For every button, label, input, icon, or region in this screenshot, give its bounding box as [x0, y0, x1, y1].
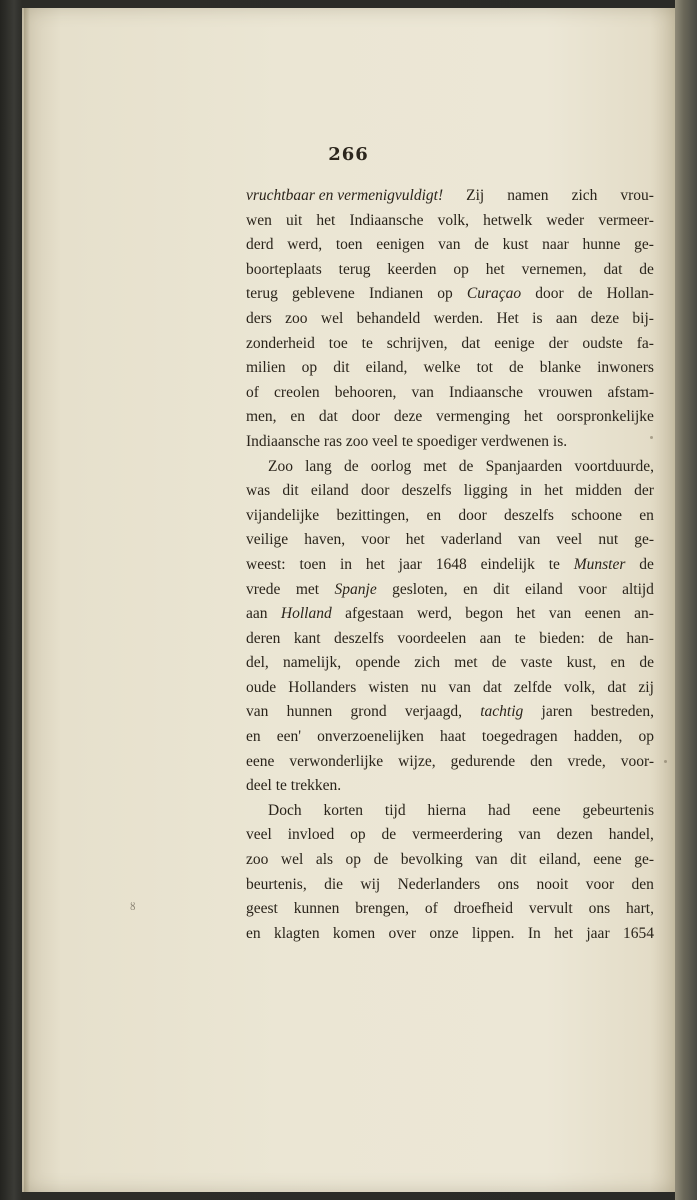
word: opende	[355, 654, 401, 672]
word: Nederlanders	[397, 875, 481, 893]
word: de	[381, 826, 397, 844]
word: nu	[420, 678, 437, 696]
word: verwonderlijke	[289, 752, 384, 770]
text-line	[246, 233, 654, 258]
word: eindelijk	[480, 555, 535, 573]
page-gutter-shadow	[24, 8, 30, 1192]
word: trekken.	[290, 777, 342, 795]
text-line	[246, 258, 654, 283]
word: Zoo	[268, 457, 293, 475]
word: terug	[338, 260, 371, 278]
word: deszelfs	[333, 629, 384, 647]
word: droefheid	[453, 900, 513, 918]
word: toen	[299, 555, 327, 573]
word: verjaagd,	[404, 703, 463, 721]
word: van	[246, 703, 269, 721]
word: korten	[323, 801, 364, 819]
text-line	[246, 504, 654, 529]
word: oorlog	[370, 457, 412, 475]
word: werd,	[416, 605, 452, 623]
word: Indiaansche	[349, 211, 424, 229]
word: het	[485, 260, 505, 278]
word: de	[343, 457, 359, 475]
word: namen	[507, 187, 549, 204]
word: an-	[634, 605, 654, 623]
word: deszelfs	[401, 482, 452, 500]
word: door	[458, 506, 487, 524]
word: tijd	[384, 801, 406, 819]
text-line	[246, 774, 654, 799]
page-edge-shadow	[675, 0, 697, 1200]
word: aan	[555, 309, 578, 327]
word: van	[548, 605, 572, 623]
word: geest	[246, 900, 278, 918]
word: eiland	[310, 482, 349, 500]
word: van	[518, 826, 541, 844]
word: de	[598, 629, 613, 647]
word: uit	[285, 211, 303, 229]
word: Het	[496, 309, 519, 327]
word: is.	[552, 432, 568, 450]
word: deren	[246, 629, 281, 647]
word: oudste	[582, 334, 623, 352]
word: te	[514, 629, 526, 647]
text-line	[246, 209, 654, 234]
word: dat	[461, 334, 481, 352]
word: toegedragen	[481, 728, 558, 746]
word: hetwelk	[483, 211, 533, 229]
word: zoo	[285, 309, 308, 327]
word: boorteplaats	[246, 260, 322, 278]
word: en	[290, 408, 306, 426]
word: milien	[246, 359, 286, 377]
word: te	[548, 555, 560, 573]
word: vaderland	[440, 531, 502, 549]
text-line	[246, 381, 654, 406]
word: afstam-	[607, 383, 654, 401]
word: en	[639, 506, 654, 524]
word: tot	[476, 359, 493, 377]
word: nut	[598, 531, 619, 549]
word: eene	[593, 851, 622, 869]
word: Doch	[268, 801, 302, 819]
word: schoone	[571, 506, 623, 524]
word: zonderheid	[246, 334, 315, 352]
text-line	[246, 479, 654, 504]
word: te	[275, 777, 287, 795]
word: Indiaansche	[246, 432, 321, 450]
word: deze	[590, 309, 620, 327]
word: van	[448, 678, 471, 696]
word: volk,	[437, 211, 470, 229]
word: Spanjaarden	[485, 457, 563, 475]
word: te	[401, 432, 414, 450]
word: en	[426, 506, 442, 524]
text-line	[246, 578, 654, 603]
word: klagten	[273, 924, 320, 942]
word: Hollanders	[288, 678, 357, 696]
word: met	[423, 457, 447, 475]
word: een'	[276, 728, 302, 746]
word: wijze,	[398, 752, 436, 770]
word: weest:	[246, 555, 286, 573]
word: de	[509, 359, 524, 377]
page-number: 266	[328, 144, 369, 165]
word: ders	[246, 309, 272, 327]
text-line	[246, 848, 654, 873]
word: jaar	[398, 555, 422, 573]
margin-mark: ȣ	[130, 902, 136, 913]
text-line	[246, 282, 654, 307]
word: toe	[328, 334, 348, 352]
word: handel,	[608, 826, 654, 844]
word: Indiaansche	[448, 383, 523, 401]
word: de	[577, 285, 593, 303]
word: beurtenis,	[246, 875, 307, 893]
word: het	[516, 605, 536, 623]
word: het	[365, 555, 385, 573]
word: het	[523, 408, 543, 426]
word: op	[437, 285, 453, 303]
word: vrou-	[620, 187, 654, 204]
word: bieden:	[539, 629, 585, 647]
word: en	[610, 654, 626, 672]
word: eene	[532, 801, 561, 819]
word: der	[634, 482, 654, 500]
text-line	[246, 307, 654, 332]
word: Hollan-	[606, 285, 654, 303]
word: eenigen	[376, 236, 425, 254]
word: lang	[305, 457, 332, 475]
word: keerden	[387, 260, 437, 278]
word: vrede,	[567, 752, 606, 770]
word: han-	[626, 629, 654, 647]
word: kust,	[566, 654, 597, 672]
word: vaste	[520, 654, 553, 672]
word: zich	[571, 187, 598, 204]
word: door	[361, 482, 390, 500]
word: de	[474, 236, 489, 254]
word: hunne	[582, 236, 621, 254]
word: het	[544, 482, 564, 500]
word: bevolking	[400, 851, 463, 869]
word: jaar	[586, 924, 610, 942]
word: hart,	[625, 900, 654, 918]
word: veel	[556, 531, 583, 549]
word: door	[351, 408, 380, 426]
word: Spanje	[334, 580, 377, 598]
word: lippen.	[471, 924, 515, 942]
word: eene	[246, 752, 275, 770]
word: gedurende	[450, 752, 516, 770]
word: voor-	[620, 752, 654, 770]
word: behandeld	[356, 309, 421, 327]
word: met	[295, 580, 320, 598]
word: gesloten,	[392, 580, 448, 598]
word: Indianen	[368, 285, 424, 303]
text-line	[246, 651, 654, 676]
word: van	[411, 383, 434, 401]
word: het	[554, 924, 574, 942]
word: eiland	[524, 580, 563, 598]
word: wij	[360, 875, 381, 893]
word: komen	[332, 924, 376, 942]
word: veel	[372, 432, 398, 450]
text-line	[246, 922, 654, 947]
word: den	[631, 875, 654, 893]
word: voor	[361, 531, 390, 549]
word: behooren,	[334, 383, 397, 401]
word: of	[424, 900, 438, 918]
text-line	[246, 356, 654, 381]
word: afgestaan	[345, 605, 404, 623]
word: ons	[588, 900, 611, 918]
word: invloed	[287, 826, 335, 844]
word: ge-	[634, 236, 654, 254]
word: eiland,	[365, 359, 408, 377]
word: aan	[479, 629, 502, 647]
word: spoediger	[416, 432, 478, 450]
word: In	[527, 924, 541, 942]
text-line	[246, 405, 654, 430]
word: zich	[414, 654, 441, 672]
word: vijandelijke	[246, 506, 320, 524]
word: of	[246, 383, 259, 401]
word: verdwenen	[481, 432, 550, 450]
word: den	[530, 752, 553, 770]
word: werden.	[433, 309, 484, 327]
word: ligging	[463, 482, 508, 500]
text-line	[246, 676, 654, 701]
word: vermeerdering	[412, 826, 503, 844]
word: deze	[393, 408, 423, 426]
word: vermeer-	[598, 211, 654, 229]
word: op	[453, 260, 469, 278]
word: dezen	[556, 826, 593, 844]
word: en	[246, 924, 261, 942]
text-line	[246, 553, 654, 578]
word: hadden,	[573, 728, 623, 746]
word: zelfde	[513, 678, 552, 696]
word: in	[339, 555, 353, 573]
word: brengen,	[355, 900, 409, 918]
word: haven,	[304, 531, 346, 549]
word: als	[315, 851, 334, 869]
word: oude	[246, 678, 277, 696]
word: blanke	[539, 359, 582, 377]
word: kunnen	[293, 900, 340, 918]
word: onze	[429, 924, 459, 942]
word: de	[373, 851, 389, 869]
word: de	[458, 457, 474, 475]
word: wen	[246, 211, 272, 229]
word: bezittingen,	[336, 506, 410, 524]
text-line	[246, 184, 654, 209]
text-line	[246, 602, 654, 627]
word: terug	[246, 285, 278, 303]
word: derd	[246, 236, 274, 254]
word: Curaçao	[466, 285, 522, 303]
word: zoo	[246, 851, 269, 869]
word: tachtig	[480, 703, 524, 721]
text-line	[246, 627, 654, 652]
word: de	[639, 260, 654, 278]
word: het	[405, 531, 425, 549]
word: voor	[585, 875, 615, 893]
word: haat	[439, 728, 466, 746]
word: bestreden,	[590, 703, 654, 721]
word: voortduurde,	[574, 457, 654, 475]
word: dat	[318, 408, 338, 426]
text-line	[246, 332, 654, 357]
text-line	[246, 430, 654, 455]
word: de	[639, 555, 654, 573]
word: men,	[246, 408, 277, 426]
word: der	[548, 334, 569, 352]
word: dat	[482, 678, 502, 696]
word: dit	[493, 580, 510, 598]
word: onverzoenelijken	[317, 728, 424, 746]
word: van	[475, 851, 498, 869]
word: eenige	[494, 334, 535, 352]
word: van	[517, 531, 541, 549]
text-line	[246, 750, 654, 775]
word: Munster	[573, 555, 626, 573]
word: dit	[333, 359, 350, 377]
word: bij-	[632, 309, 654, 327]
word: was	[246, 482, 271, 500]
word: naar	[542, 236, 569, 254]
word: wel	[320, 309, 344, 327]
word: altijd	[622, 580, 654, 598]
word: kant	[293, 629, 321, 647]
word: weder	[546, 211, 585, 229]
word: veel	[246, 826, 272, 844]
word: zij	[638, 678, 654, 696]
word: midden	[575, 482, 622, 500]
word: met	[454, 654, 478, 672]
word: het	[316, 211, 336, 229]
word: grond	[350, 703, 387, 721]
word: geblevene	[291, 285, 355, 303]
word: over	[388, 924, 416, 942]
word: door	[535, 285, 564, 303]
word: vernemen,	[521, 260, 587, 278]
page-body-text	[246, 184, 654, 946]
word: voordeelen	[397, 629, 467, 647]
word: vruchtbaar en vermenigvuldigt!	[246, 187, 444, 204]
word: de	[491, 654, 507, 672]
word: vervult	[528, 900, 573, 918]
word: had	[488, 801, 511, 819]
word: vrede	[246, 580, 281, 598]
word: op	[350, 826, 366, 844]
word: in	[519, 482, 532, 500]
word: eenen	[584, 605, 621, 623]
word: van	[438, 236, 461, 254]
word: jaren	[541, 703, 573, 721]
word: welke	[423, 359, 461, 377]
word: 1654	[622, 924, 654, 942]
word: 1648	[435, 555, 467, 573]
word: wel	[280, 851, 304, 869]
text-line	[246, 799, 654, 824]
word: wisten	[368, 678, 409, 696]
word: inwoners	[597, 359, 654, 377]
text-line	[246, 897, 654, 922]
text-line	[246, 823, 654, 848]
word: Holland	[280, 605, 332, 623]
word: op	[345, 851, 362, 869]
word: hunnen	[286, 703, 333, 721]
word: ons	[497, 875, 520, 893]
word: creolen	[274, 383, 320, 401]
word: dat	[607, 678, 627, 696]
word: die	[324, 875, 344, 893]
word: eiland,	[539, 851, 581, 869]
text-line	[246, 700, 654, 725]
word: volk,	[563, 678, 596, 696]
word: en	[463, 580, 478, 598]
word: namelijk,	[283, 654, 342, 672]
word: vermenging	[436, 408, 511, 426]
paper-speck	[664, 760, 667, 763]
word: en	[246, 728, 261, 746]
word: zoo	[345, 432, 369, 450]
word: oorspronkelijke	[556, 408, 654, 426]
word: schrijven,	[386, 334, 448, 352]
word: deszelfs	[504, 506, 554, 524]
word: op	[638, 728, 654, 746]
word: dit	[510, 851, 527, 869]
word: de	[639, 654, 654, 672]
word: is	[532, 309, 543, 327]
word: ge-	[634, 851, 654, 869]
word: aan	[246, 605, 268, 623]
word: vrouwen	[538, 383, 593, 401]
word: voor	[578, 580, 607, 598]
paper-speck	[650, 436, 653, 439]
text-line	[246, 873, 654, 898]
word: dat	[603, 260, 623, 278]
word: fa-	[636, 334, 654, 352]
word: nooit	[536, 875, 569, 893]
word: begon	[465, 605, 504, 623]
text-line	[246, 528, 654, 553]
word: hierna	[427, 801, 467, 819]
word: toen	[335, 236, 363, 254]
word: Zij	[466, 187, 485, 204]
word: gebeurtenis	[582, 801, 654, 819]
word: ge-	[634, 531, 654, 549]
word: deel	[246, 777, 272, 795]
word: werd,	[287, 236, 323, 254]
word: ras	[323, 432, 342, 450]
word: op	[301, 359, 318, 377]
word: te	[361, 334, 373, 352]
text-line	[246, 455, 654, 480]
text-line	[246, 725, 654, 750]
word: kust	[502, 236, 529, 254]
word: del,	[246, 654, 269, 672]
word: dit	[282, 482, 299, 500]
word: veilige	[246, 531, 289, 549]
